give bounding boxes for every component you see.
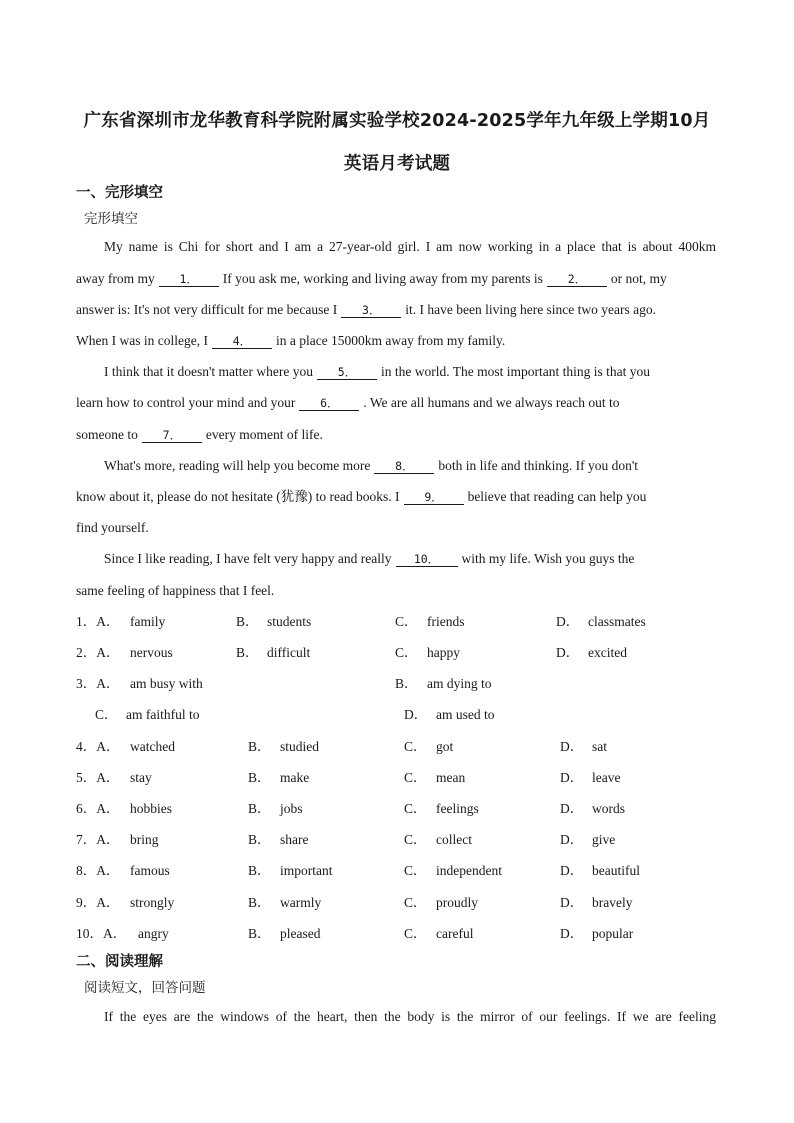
option-c-label: C．	[395, 614, 418, 629]
option-c-label: C．	[404, 863, 427, 878]
blank-10[interactable]: 10．	[396, 552, 458, 567]
question-number: 7．A．	[76, 832, 120, 847]
option-c-label: C．	[395, 645, 418, 660]
passage-line: know about it, please do not hesitate (犹豫) to read books. I 9． believe that reading can help you	[76, 489, 647, 504]
option-d[interactable]: sat	[592, 739, 607, 754]
passage-line: same feeling of happiness that I feel.	[76, 583, 275, 598]
option-c[interactable]: careful	[436, 926, 474, 941]
option-d-label: D．	[560, 863, 584, 878]
option-d-label: D．	[556, 645, 580, 660]
option-c[interactable]: got	[436, 739, 454, 754]
option-d[interactable]: am used to	[436, 707, 495, 722]
option-d-label: D．	[560, 739, 584, 754]
option-d-label: D．	[560, 926, 584, 941]
option-b[interactable]: make	[280, 770, 310, 785]
option-c[interactable]: feelings	[436, 801, 479, 816]
passage-line: When I was in college, I 4． in a place 15000km away from my family.	[76, 333, 506, 348]
option-d[interactable]: words	[592, 801, 625, 816]
option-c[interactable]: independent	[436, 863, 502, 878]
option-c-label: C．	[404, 801, 427, 816]
option-b[interactable]: pleased	[280, 926, 321, 941]
option-b-label: B．	[236, 614, 259, 629]
option-c[interactable]: friends	[427, 614, 465, 629]
option-a[interactable]: stay	[130, 770, 152, 785]
blank-4[interactable]: 4．	[212, 334, 272, 349]
option-d[interactable]: excited	[588, 645, 627, 660]
option-b-label: B．	[248, 926, 271, 941]
option-b-label: B．	[248, 739, 271, 754]
option-b-label: B．	[248, 770, 271, 785]
passage-line: someone to 7． every moment of life.	[76, 427, 323, 442]
option-a[interactable]: bring	[130, 832, 159, 847]
option-d[interactable]: beautiful	[592, 863, 640, 878]
question-number: 10．A．	[76, 926, 127, 941]
option-a[interactable]: famous	[130, 863, 170, 878]
option-a[interactable]: angry	[138, 926, 169, 941]
passage-line: Since I like reading, I have felt very happy and really 10． with my life. Wish you guys the	[104, 551, 635, 566]
passage-line: find yourself.	[76, 520, 149, 535]
option-d[interactable]: leave	[592, 770, 621, 785]
blank-9[interactable]: 9．	[404, 490, 464, 505]
blank-5[interactable]: 5．	[317, 365, 377, 380]
document-title-line2: 英语月考试题	[343, 154, 451, 174]
option-b[interactable]: important	[280, 863, 333, 878]
option-b-label: B．	[248, 832, 271, 847]
question-number: 3．A．	[76, 676, 120, 691]
blank-6[interactable]: 6．	[299, 396, 359, 411]
option-b[interactable]: difficult	[267, 645, 311, 660]
option-d[interactable]: popular	[592, 926, 634, 941]
option-a[interactable]: am busy with	[130, 676, 203, 691]
option-d[interactable]: classmates	[588, 614, 646, 629]
section2-heading: 二、阅读理解	[76, 954, 163, 970]
option-c-label: C．	[404, 770, 427, 785]
question-number: 8．A．	[76, 863, 120, 878]
blank-3[interactable]: 3．	[341, 303, 401, 318]
option-d-label: D．	[560, 895, 584, 910]
document-title-line1: 广东省深圳市龙华教育科学院附属实验学校2024-2025学年九年级上学期10月	[83, 111, 711, 131]
option-c-label: C．	[95, 707, 118, 722]
passage-line: My name is Chi for short and I am a 27-year-old girl. I am now working in a place that is about 400km	[104, 239, 716, 254]
section1-heading: 一、完形填空	[76, 185, 163, 201]
option-b[interactable]: warmly	[280, 895, 322, 910]
option-a[interactable]: hobbies	[130, 801, 172, 816]
passage-line: learn how to control your mind and your 6． . We are all humans and we always reach out to	[76, 395, 620, 410]
blank-2[interactable]: 2．	[547, 272, 607, 287]
passage-line: I think that it doesn't matter where you 5． in the world. The most important thing is that you	[104, 364, 650, 379]
option-c[interactable]: happy	[427, 645, 460, 660]
question-number: 9．A．	[76, 895, 120, 910]
option-d-label: D．	[560, 832, 584, 847]
option-c[interactable]: proudly	[436, 895, 478, 910]
option-b-label: B．	[236, 645, 259, 660]
option-c[interactable]: mean	[436, 770, 466, 785]
passage-line: What's more, reading will help you become more 8． both in life and thinking. If you don't	[104, 458, 639, 473]
option-c[interactable]: collect	[436, 832, 472, 847]
option-c-label: C．	[404, 895, 427, 910]
option-d[interactable]: bravely	[592, 895, 633, 910]
section1-subheading: 完形填空	[84, 211, 138, 227]
option-b-label: B．	[248, 863, 271, 878]
option-b[interactable]: studied	[280, 739, 319, 754]
option-a[interactable]: watched	[130, 739, 175, 754]
option-c-label: C．	[404, 739, 427, 754]
option-d-label: D．	[560, 770, 584, 785]
option-c[interactable]: am faithful to	[126, 707, 200, 722]
option-b-label: B．	[248, 895, 271, 910]
blank-1[interactable]: 1．	[159, 272, 219, 287]
option-c-label: C．	[404, 926, 427, 941]
option-b[interactable]: share	[280, 832, 309, 847]
blank-7[interactable]: 7．	[142, 428, 202, 443]
option-b[interactable]: students	[267, 614, 312, 629]
option-d-label: D．	[560, 801, 584, 816]
question-number: 1．A．	[76, 614, 120, 629]
option-a[interactable]: nervous	[130, 645, 173, 660]
question-number: 4．A．	[76, 739, 120, 754]
question-number: 2．A．	[76, 645, 120, 660]
blank-8[interactable]: 8．	[374, 459, 434, 474]
option-b[interactable]: am dying to	[427, 676, 492, 691]
question-number: 6．A．	[76, 801, 120, 816]
option-a[interactable]: strongly	[130, 895, 175, 910]
option-b-label: B．	[395, 676, 418, 691]
option-d-label: D．	[404, 707, 428, 722]
option-d[interactable]: give	[592, 832, 616, 847]
option-b-label: B．	[248, 801, 271, 816]
option-a[interactable]: family	[130, 614, 166, 629]
option-d-label: D．	[556, 614, 580, 629]
passage-line: answer is: It's not very difficult for me because I 3． it. I have been living here since two years ago.	[76, 302, 657, 317]
option-c-label: C．	[404, 832, 427, 847]
section2-subheading: 阅读短文，回答问题	[84, 980, 206, 996]
passage-line: If the eyes are the windows of the heart, then the body is the mirror of our feelings. If we are feeling	[104, 1009, 716, 1024]
passage-line: away from my 1． If you ask me, working and living away from my parents is 2． or not, my	[76, 271, 667, 286]
question-number: 5．A．	[76, 770, 120, 785]
option-b[interactable]: jobs	[280, 801, 303, 816]
